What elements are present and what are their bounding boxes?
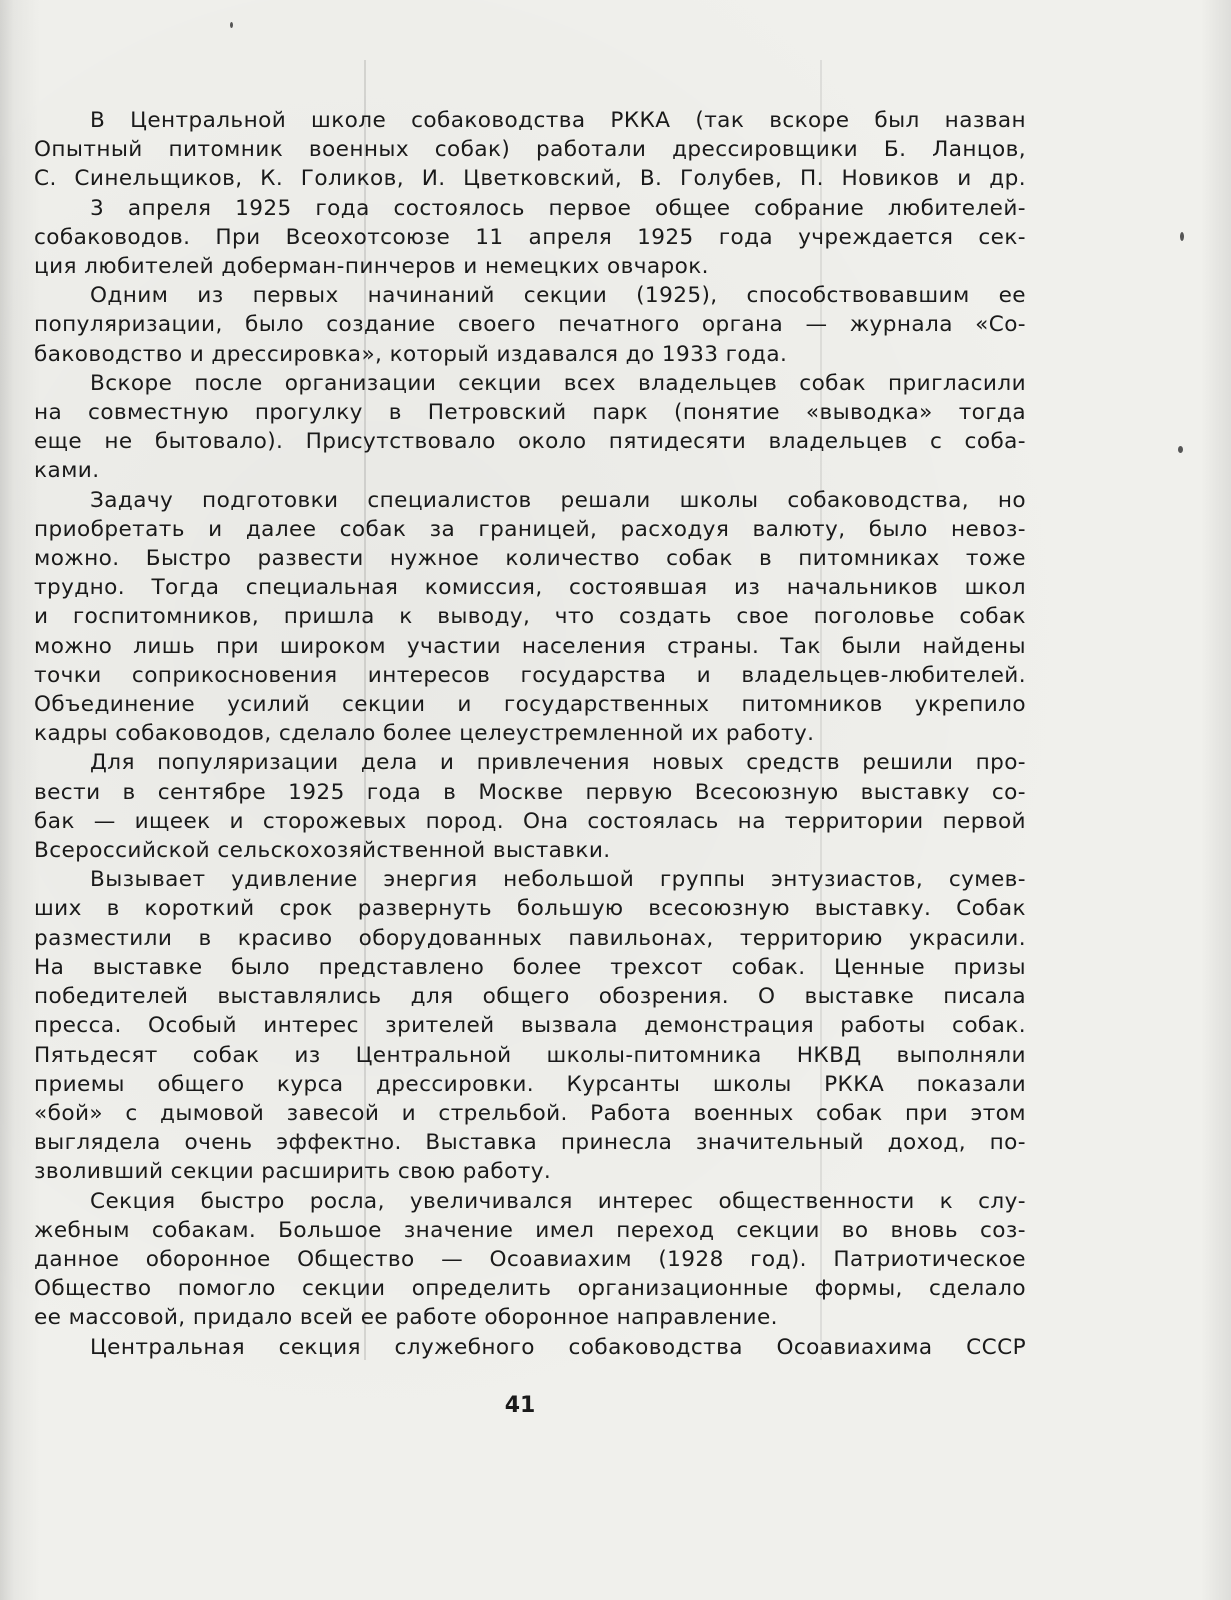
text-line: Задачу подготовки специалистов решали школы собаководства, но (90, 487, 1026, 513)
text-line: Всероссийской сельскохозяйственной выставки. (34, 838, 611, 864)
text-line: популяризации, было создание своего печатного органа — журнала «Со- (34, 312, 1026, 338)
text-line: можно. Быстро развести нужное количество собак в питомниках тоже (34, 546, 1026, 572)
text-line: можно лишь при широком участии населения страны. Так были найдены (34, 633, 1026, 659)
text-line: ее массовой, придало всей ее работе оборонное направление. (34, 1305, 778, 1331)
text-line: 3 апреля 1925 года состоялось первое общее собрание любителей- (90, 195, 1026, 221)
text-line: С. Синельщиков, К. Голиков, И. Цветковский, В. Голубев, П. Новиков и др. (34, 166, 1026, 192)
text-line: собаководов. При Всеохотсоюзе 11 апреля 1925 года учреждается сек- (34, 224, 1026, 250)
text-line: бак — ищеек и сторожевых пород. Она состоялась на территории первой (34, 808, 1026, 834)
text-line: Пятьдесят собак из Центральной школы-питомника НКВД выполняли (34, 1042, 1026, 1068)
text-line: и госпитомников, пришла к выводу, что создать свое поголовье собак (34, 604, 1026, 630)
text-line: Объединение усилий секции и государственных питомников укрепило (34, 692, 1026, 718)
text-line: трудно. Тогда специальная комиссия, состоявшая из начальников школ (34, 575, 1026, 601)
text-line: Для популяризации дела и привлечения новых средств решили про- (90, 750, 1026, 776)
text-line: Вскоре после организации секции всех владельцев собак пригласили (90, 370, 1026, 396)
text-line: победителей выставлялись для общего обозрения. О выставке писала (34, 984, 1026, 1010)
dust-speck (1178, 446, 1183, 453)
text-line: разместили в красиво оборудованных павильонах, территорию украсили. (34, 925, 1026, 951)
text-line: Вызывает удивление энергия небольшой группы энтузиастов, сумев- (90, 867, 1026, 893)
text-line: ками. (34, 458, 100, 484)
text-line: еще не бытовало). Присутствовало около пятидесяти владельцев с соба- (34, 429, 1026, 455)
body-text (34, 106, 1026, 1362)
text-line: баководство и дрессировка», который издавался до 1933 года. (34, 341, 788, 367)
text-line: Секция быстро росла, увеличивался интерес общественности к слу- (90, 1188, 1026, 1214)
text-line: жебным собакам. Большое значение имел переход секции во вновь соз- (34, 1217, 1026, 1243)
text-line: приобретать и далее собак за границей, расходуя валюту, было невоз- (34, 516, 1026, 542)
text-line: приемы общего курса дрессировки. Курсанты школы РККА показали (34, 1071, 1026, 1097)
text-line: В Центральной школе собаководства РККА (так вскоре был назван (90, 108, 1026, 133)
text-line: На выставке было представлено более трехсот собак. Ценные призы (34, 954, 1026, 980)
text-line: вести в сентябре 1925 года в Москве первую Всесоюзную выставку со- (34, 779, 1026, 805)
text-line: зволивший секции расширить свою работу. (34, 1159, 552, 1185)
text-line: «бой» с дымовой завесой и стрельбой. Работа военных собак при этом (34, 1100, 1026, 1126)
text-line: Опытный питомник военных собак) работали дрессировщики Б. Ланцов, (34, 137, 1026, 163)
text-line: Общество помогло секции определить организационные формы, сделало (34, 1276, 1026, 1302)
dust-speck (1180, 232, 1184, 241)
text-line: выглядела очень эффектно. Выставка принесла значительный доход, по- (34, 1130, 1026, 1156)
dust-speck (230, 22, 233, 28)
text-line: Центральная секция служебного собаководства Осоавиахима СССР (90, 1334, 1026, 1360)
text-line: на совместную прогулку в Петровский парк (понятие «выводка» тогда (34, 400, 1026, 426)
text-line: Одним из первых начинаний секции (1925), способствовавшим ее (90, 283, 1026, 309)
text-line: ция любителей доберман-пинчеров и немецких овчарок. (34, 254, 709, 280)
page-number: 41 (504, 1393, 536, 1418)
text-line: пресса. Особый интерес зрителей вызвала демонстрация работы собак. (34, 1013, 1026, 1039)
text-line: данное оборонное Общество — Осоавиахим (1928 год). Патриотическое (34, 1246, 1026, 1272)
text-line: ших в короткий срок развернуть большую всесоюзную выставку. Собак (34, 896, 1026, 922)
text-line: кадры собаководов, сделало более целеустремленной их работу. (34, 721, 815, 747)
text-line: точки соприкосновения интересов государства и владельцев-любителей. (34, 662, 1026, 688)
